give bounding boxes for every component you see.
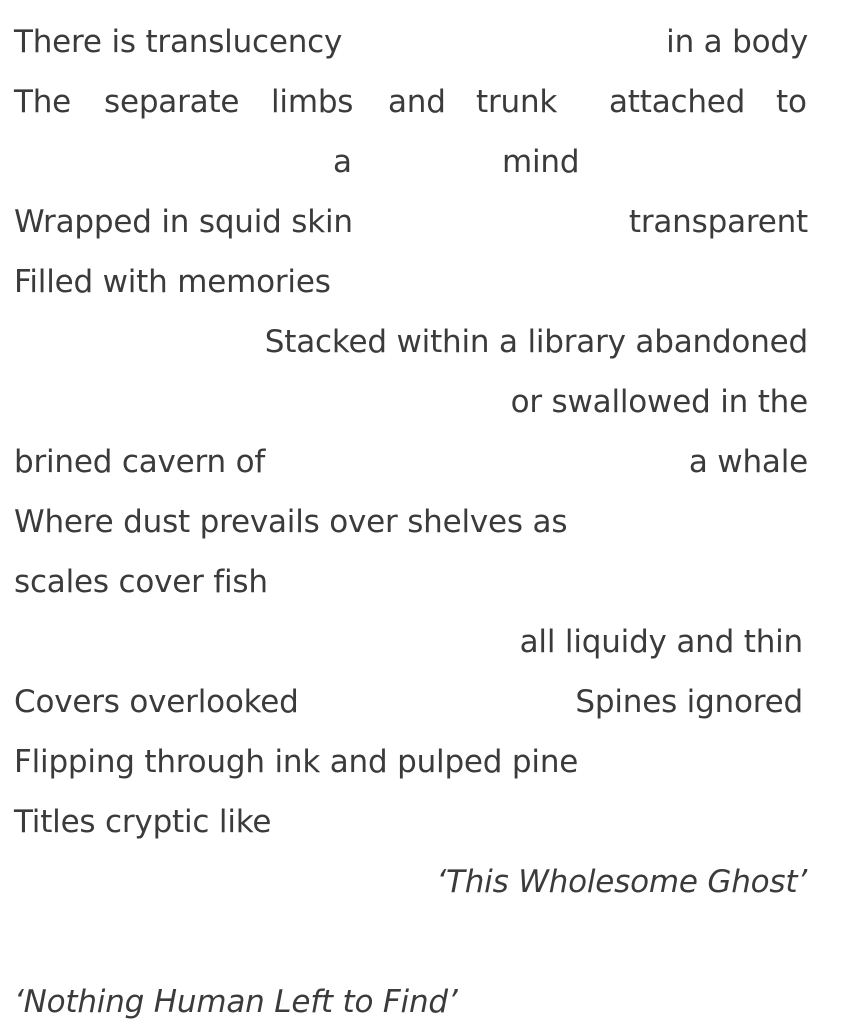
poem-line-2-word-2: separate: [104, 84, 240, 120]
poem-line-11: all liquidy and thin: [519, 624, 803, 660]
poem-line-14: Titles cryptic like: [14, 804, 272, 840]
poem-line-2-word-5: trunk: [476, 84, 558, 120]
poem-line-5: Filled with memories: [14, 264, 331, 300]
poem-line-8-right: a whale: [688, 444, 808, 480]
poem-line-1-right: in a body: [666, 24, 808, 60]
poem-line-4-left: Wrapped in squid skin: [14, 204, 353, 240]
book-title-2: ‘Nothing Human Left to Find’: [14, 984, 458, 1020]
poem-line-3-left: a: [333, 144, 352, 180]
poem-line-2-word-4: and: [388, 84, 446, 120]
poem-line-4-right: transparent: [628, 204, 808, 240]
book-title-1: ‘This Wholesome Ghost’: [436, 864, 807, 900]
poem-line-2-word-1: The: [14, 84, 72, 120]
poem-line-10: scales cover fish: [14, 564, 268, 600]
poem-line-12-right: Spines ignored: [575, 684, 803, 720]
poem-line-13: Flipping through ink and pulped pine: [14, 744, 579, 780]
poem-line-2-word-3: limbs: [271, 84, 354, 120]
poem-line-12-left: Covers overlooked: [14, 684, 299, 720]
poem-line-6: Stacked within a library abandoned: [264, 324, 808, 360]
poem-line-7: or swallowed in the: [510, 384, 808, 420]
poem-line-8-left: brined cavern of: [14, 444, 266, 480]
poem-line-2-word-7: to: [776, 84, 807, 120]
poem-line-9: Where dust prevails over shelves as: [14, 504, 568, 540]
poem-line-1-left: There is translucency: [14, 24, 343, 60]
poem-line-2-word-6: attached: [609, 84, 746, 120]
poem-line-3-right: mind: [502, 144, 580, 180]
